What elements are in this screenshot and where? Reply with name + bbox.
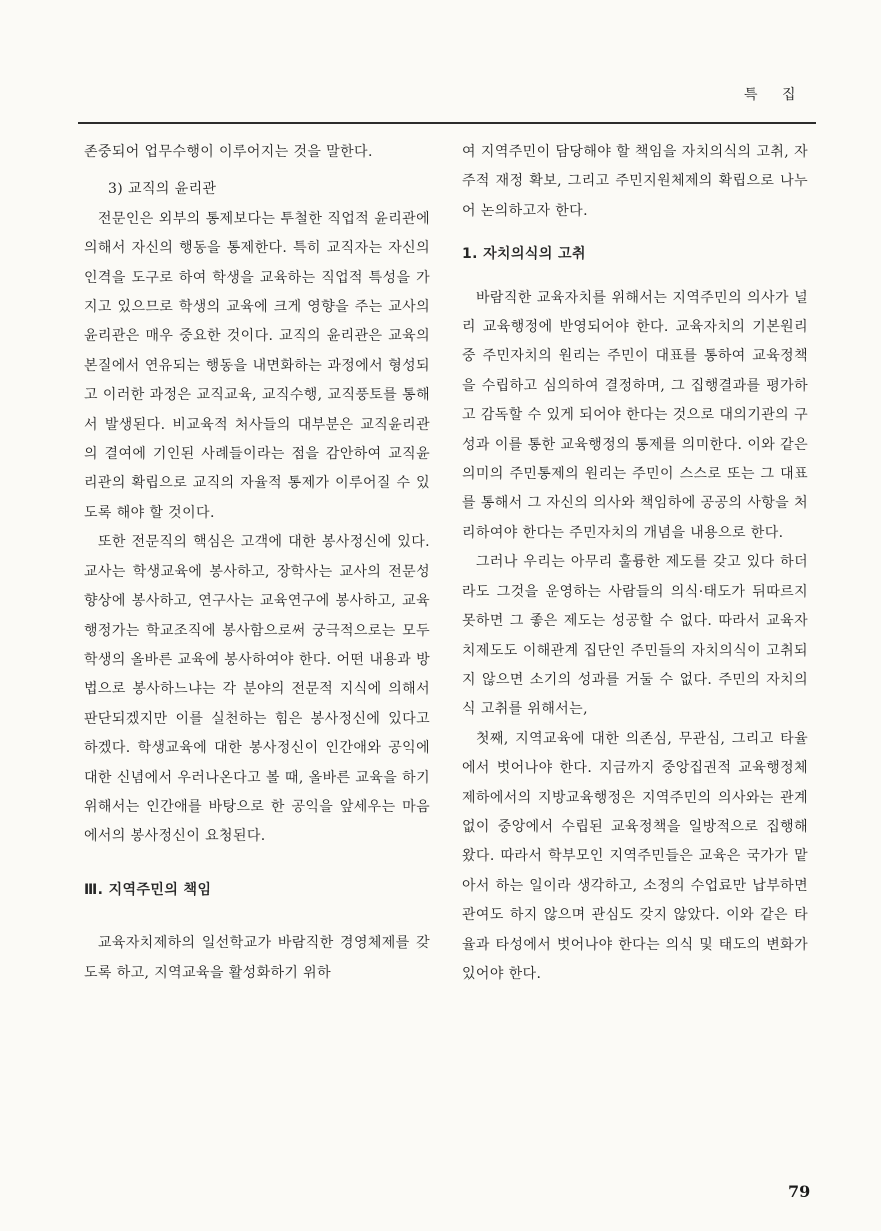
body-paragraph: 바람직한 교육자치를 위해서는 지역주민의 의사가 널리 교육행정에 반영되어야 한다. 교육자치의 기본원리 중 주민자치의 원리는 주민이 대표를 통하여 교육정책을 수립하고 심의하여 결정하며, 그 집행결과를 평가하고 감독할 수 있게 되어야 한다는 것으로 대의기관의 구성과 이를 통한 교육행정의 통제를 의미한다. 이와 같은 의미의 주민통제의 원리는 주민이 스스로 또는 그 대표를 통해서 그 자신의 의사와 책임하에 공공의 사항을 처리하여야 한다는 주민자치의 개념을 내용으로 한다. bbox=[462, 289, 808, 541]
section-label: 특 집 bbox=[744, 87, 806, 103]
subsection-heading: 3) 교직의 윤리관 bbox=[108, 181, 217, 198]
header-rule bbox=[78, 122, 816, 124]
subsection-heading: 1. 자치의식의 고취 bbox=[462, 246, 586, 263]
body-paragraph: 전문인은 외부의 통제보다는 투철한 직업적 윤리관에 의해서 자신의 행동을 통제한다. 특히 교직자는 자신의 인격을 도구로 하여 학생을 교육하는 직업적 특성을 가지고 있으므로 학생의 교육에 크게 영향을 주는 교사의 윤리관은 매우 중요한 것이다. 교직의 윤리관은 교육의 본질에서 연유되는 행동을 내면화하는 과정에서 형성되고 이러한 과정은 교직교육, 교직수행, 교직풍토를 통해서 발생된다. 비교육적 처사들의 대부분은 교직윤리관의 결여에 기인된 사례들이라는 점을 감안하여 교직윤리관의 확립으로 교직의 자율적 통제가 이루어질 수 있도록 해야 할 것이다. bbox=[84, 210, 430, 521]
right-column bbox=[462, 138, 808, 989]
body-paragraph: 또한 전문직의 핵심은 고객에 대한 봉사정신에 있다. 교사는 학생교육에 봉사하고, 장학사는 교사의 전문성 향상에 봉사하고, 연구사는 교육연구에 봉사하고, 교육행정가는 학교조직에 봉사함으로써 궁극적으로는 모두 학생의 올바른 교육에 봉사하여야 한다. 어떤 내용과 방법으로 봉사하느냐는 각 분야의 전문적 지식에 의해서 판단되겠지만 이를 실천하는 힘은 봉사정신에 있다고 하겠다. 학생교육에 대한 봉사정신이 인간애와 공익에 대한 신념에서 우러나온다고 볼 때, 올바른 교육을 하기 위해서는 인간애를 바탕으로 한 공익을 앞세우는 마음에서의 봉사정신이 요청된다. bbox=[84, 534, 430, 845]
section-heading: Ⅲ. 지역주민의 책임 bbox=[84, 881, 212, 898]
body-paragraph: 그러나 우리는 아무리 훌륭한 제도를 갖고 있다 하더라도 그것을 운영하는 사람들의 의식·태도가 뒤따르지 못하면 그 좋은 제도는 성공할 수 없다. 따라서 교육자치제도도 이해관계 집단인 주민들의 자치의식이 고취되지 않으면 소기의 성과를 거둘 수 없다. 주민의 자치의식 고취를 위해서는, bbox=[462, 554, 808, 718]
body-paragraph: 교육자치제하의 일선학교가 바람직한 경영체제를 갖도록 하고, 지역교육을 활성화하기 위하 bbox=[84, 935, 430, 981]
left-column bbox=[84, 138, 430, 988]
body-paragraph: 존중되어 업무수행이 이루어지는 것을 말한다. bbox=[84, 144, 373, 160]
body-paragraph: 여 지역주민이 담당해야 할 책임을 자치의식의 고취, 자주적 재정 확보, 그리고 주민지원체제의 확립으로 나누어 논의하고자 한다. bbox=[462, 144, 808, 219]
page-number: 79 bbox=[788, 1182, 811, 1201]
body-paragraph: 첫째, 지역교육에 대한 의존심, 무관심, 그리고 타율에서 벗어나야 한다. 지금까지 중앙집권적 교육행정체제하에서의 지방교육행정은 지역주민의 의사와는 관계없이 중앙에서 수립된 교육정책을 일방적으로 집행해 왔다. 따라서 학부모인 지역주민들은 교육은 국가가 맡아서 하는 일이라 생각하고, 소정의 수업료만 납부하면 관여도 하지 않으며 관심도 갖지 않았다. 이와 같은 타율과 타성에서 벗어나야 한다는 의식 및 태도의 변화가 있어야 한다. bbox=[462, 730, 808, 982]
